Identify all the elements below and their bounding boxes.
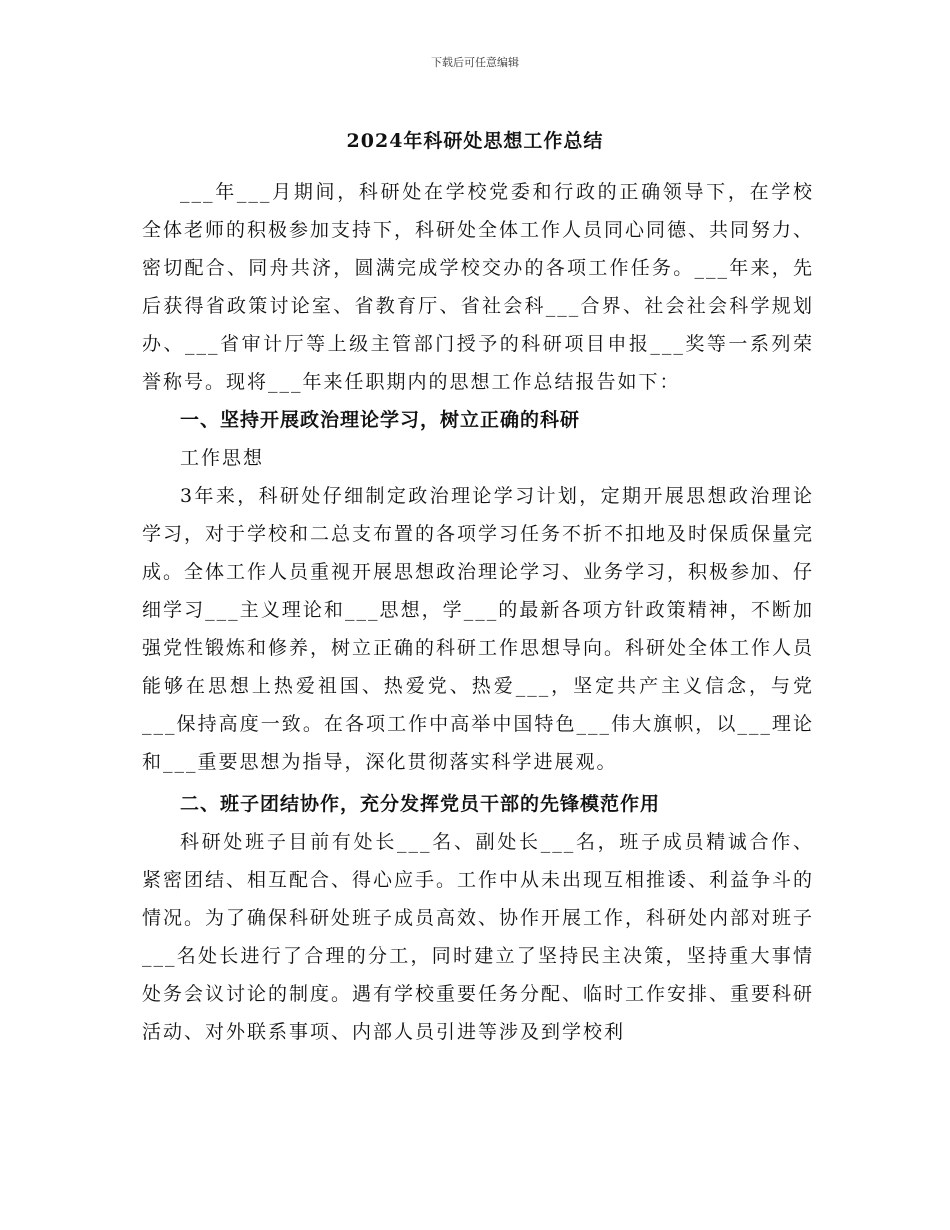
section-1-heading-continuation: 工作思想 (180, 447, 265, 469)
document-title: 2024年科研处思想工作总结 (346, 130, 604, 152)
intro-paragraph: ___年___月期间，科研处在学校党委和行政的正确领导下，在学校全体老师的积极参加支持下，科研处全体工作人员同心同德、共同努力、密切配合、同舟共济，圆满完成学校交办的各项工作任务。___年来，先后获得省政策讨论室、省教育厅、省社会科___合界、社会社会科学规划办、___省审计厅等上级主管部门授予的科研项目申报___奖等一系列荣誉称号。现将___年来任职期内的思想工作总结报告如下： (142, 181, 815, 393)
header-note: 下载后可任意编辑 (431, 56, 519, 69)
section-2-paragraph: 科研处班子目前有处长___名、副处长___名，班子成员精诚合作、紧密团结、相互配合、得心应手。工作中从未出现互相推诿、利益争斗的情况。为了确保科研处班子成员高效、协作开展工作，科研处内部对班子___名处长进行了合理的分工，同时建立了坚持民主决策，坚持重大事情处务会议讨论的制度。遇有学校重要任务分配、临时工作安排、重要科研活动、对外联系事项、内部人员引进等涉及到学校利 (142, 831, 815, 1043)
section-2-heading: 二、班子团结协作，充分发挥党员干部的先锋模范作用 (180, 793, 661, 815)
section-1-heading: 一、坚持开展政治理论学习，树立正确的科研 (180, 409, 581, 431)
document-body (142, 173, 814, 1051)
section-1-paragraph: 3年来，科研处仔细制定政治理论学习计划，定期开展思想政治理论学习，对于学校和二总支布置的各项学习任务不折不扣地及时保质保量完成。全体工作人员重视开展思想政治理论学习、业务学习，积极参加、仔细学习___主义理论和___思想，学___的最新各项方针政策精神，不断加强党性锻炼和修养，树立正确的科研工作思想导向。科研处全体工作人员能够在思想上热爱祖国、热爱党、热爱___，坚定共产主义信念，与党___保持高度一致。在各项工作中高举中国特色___伟大旗帜，以___理论和___重要思想为指导，深化贯彻落实科学进展观。 (142, 485, 815, 773)
